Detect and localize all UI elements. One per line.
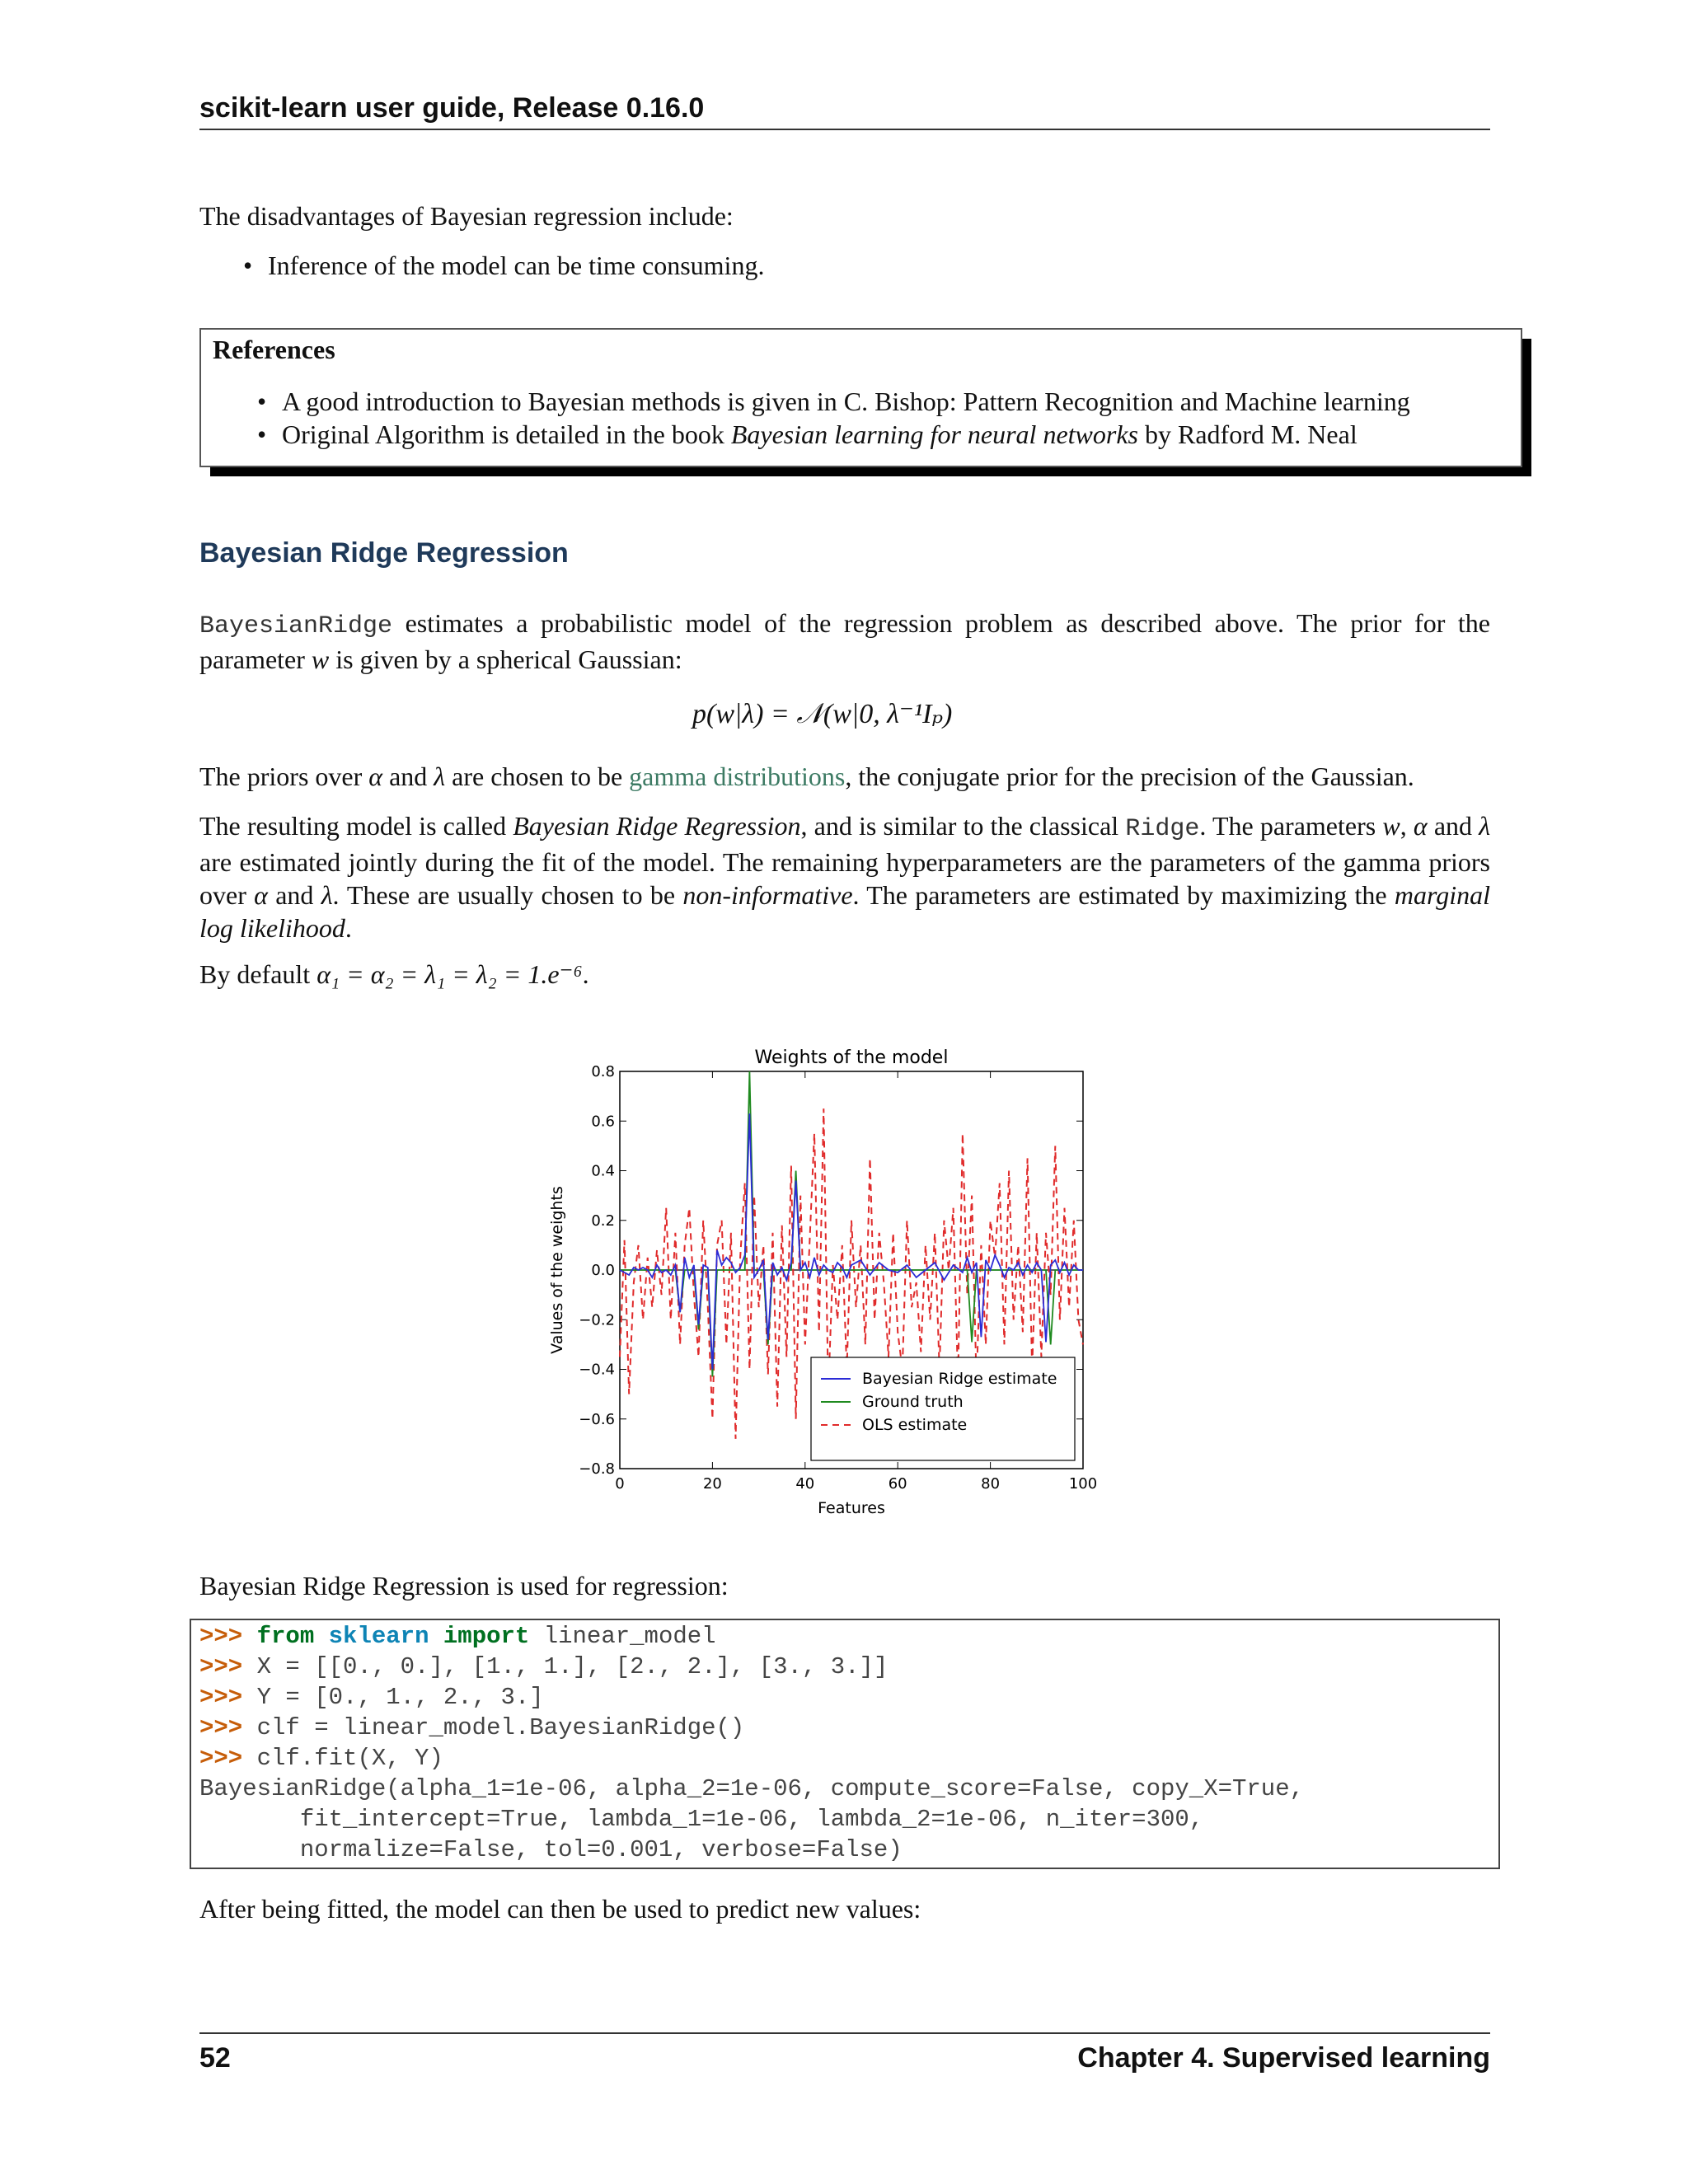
default-values-math: α₁ = α₂ = λ₁ = λ₂ = 1.e⁻⁶ <box>316 959 583 989</box>
page-number: 52 <box>199 2042 231 2074</box>
header-rule <box>199 129 1490 130</box>
x-tick-label: 40 <box>795 1475 815 1493</box>
x-axis-label: Features <box>818 1499 885 1516</box>
reference-item: • A good introduction to Bayesian methods is given in C. Bishop: Pattern Recognition and Machine learning <box>257 385 1510 418</box>
footer-rule <box>199 2032 1490 2034</box>
reference-book-title: Bayesian learning for neural networks <box>730 419 1138 449</box>
y-tick-label: −0.4 <box>579 1361 615 1379</box>
disadvantages-intro: The disadvantages of Bayesian regression include: <box>199 201 734 231</box>
y-tick-label: 0.4 <box>591 1162 615 1180</box>
page-header-title: scikit-learn user guide, Release 0.16.0 <box>199 92 705 124</box>
x-tick-label: 0 <box>615 1475 625 1493</box>
list-item: • Inference of the model can be time consuming. <box>243 249 764 282</box>
paragraph-default: By default α₁ = α₂ = λ₁ = λ₂ = 1.e⁻⁶. <box>199 959 589 989</box>
legend-label-2: OLS estimate <box>862 1416 968 1434</box>
code-line-4: >>> clf = linear_model.BayesianRidge() <box>199 1714 745 1741</box>
references-list <box>257 385 1510 451</box>
paragraph-intro: BayesianRidge estimates a probabilistic model of the regression problem as described above. The prior for the parameter w is given by a spherical Gaussian: <box>199 608 1490 674</box>
y-tick-label: −0.2 <box>579 1311 615 1329</box>
prior-equation: p(w|λ) = 𝒩(w|0, λ⁻¹Iₚ) <box>692 699 953 729</box>
code-line-2: >>> X = [[0., 0.], [1., 1.], [2., 2.], [3., 3.]] <box>199 1653 889 1680</box>
reference-item: • Original Algorithm is detailed in the book Bayesian learning for neural networks by Radford M. Neal <box>257 418 1510 451</box>
y-tick-label: −0.8 <box>579 1460 615 1478</box>
paragraph-priors: The priors over α and λ are chosen to be gamma distributions, the conjugate prior for the precision of the Gaussian. <box>199 762 1414 791</box>
y-tick-label: 0.0 <box>591 1262 615 1279</box>
legend-label-1: Ground truth <box>862 1393 964 1411</box>
usage-sentence: Bayesian Ridge Regression is used for regression: <box>199 1571 729 1601</box>
code-output-1: BayesianRidge(alpha_1=1e-06, alpha_2=1e-06, compute_score=False, copy_X=True, <box>199 1775 1305 1802</box>
code-line-1: >>> from sklearn import linear_model <box>199 1623 716 1650</box>
code-line-3: >>> Y = [0., 1., 2., 3.] <box>199 1684 544 1711</box>
code-line-2-text: X = [[0., 0.], [1., 1.], [2., 2.], [3., 3.]] <box>242 1653 889 1680</box>
disadvantages-list <box>243 249 764 282</box>
chart-title: Weights of the model <box>754 1047 949 1068</box>
legend-label-0: Bayesian Ridge estimate <box>862 1370 1057 1388</box>
x-tick-label: 80 <box>981 1475 1001 1493</box>
section-title: Bayesian Ridge Regression <box>199 537 569 569</box>
code-line-5: >>> clf.fit(X, Y) <box>199 1745 443 1772</box>
chapter-title: Chapter 4. Supervised learning <box>1077 2042 1490 2074</box>
code-line-3-text: Y = [0., 1., 2., 3.] <box>242 1684 544 1711</box>
references-title: References <box>213 335 335 364</box>
paragraph-model: The resulting model is called Bayesian Ridge Regression, and is similar to the classical Ridge. The parameters w, α and λ are estimated jointly during the fit of the model. The remaining hyperparameters are the parameters of the gamma priors over α and λ. These are usually chosen to be non-informative. The parameters are estimated by maximizing the marginal log likelihood. <box>199 811 1491 943</box>
y-tick-label: 0.8 <box>591 1063 615 1080</box>
code-bayesianridge[interactable]: BayesianRidge <box>199 612 393 640</box>
gamma-distributions-link[interactable]: gamma distributions <box>629 762 846 791</box>
weights-chart <box>544 1038 1121 1516</box>
code-output-2: fit_intercept=True, lambda_1=1e-06, lambda_2=1e-06, n_iter=300, <box>199 1806 1204 1833</box>
y-axis-label: Values of the weights <box>548 1186 566 1354</box>
y-tick-label: 0.6 <box>591 1113 615 1131</box>
x-tick-label: 20 <box>702 1475 722 1493</box>
y-tick-label: 0.2 <box>591 1212 615 1230</box>
y-tick-label: −0.6 <box>579 1410 615 1428</box>
x-tick-label: 100 <box>1068 1475 1098 1493</box>
code-line-4-text: clf = linear_model.BayesianRidge() <box>242 1714 745 1741</box>
code-output-3: normalize=False, tol=0.001, verbose=False) <box>199 1836 903 1863</box>
x-tick-label: 60 <box>888 1475 907 1493</box>
code-line-5-text: clf.fit(X, Y) <box>242 1745 443 1772</box>
after-sentence: After being fitted, the model can then be used to predict new values: <box>199 1894 921 1924</box>
code-ridge[interactable]: Ridge <box>1125 815 1200 843</box>
